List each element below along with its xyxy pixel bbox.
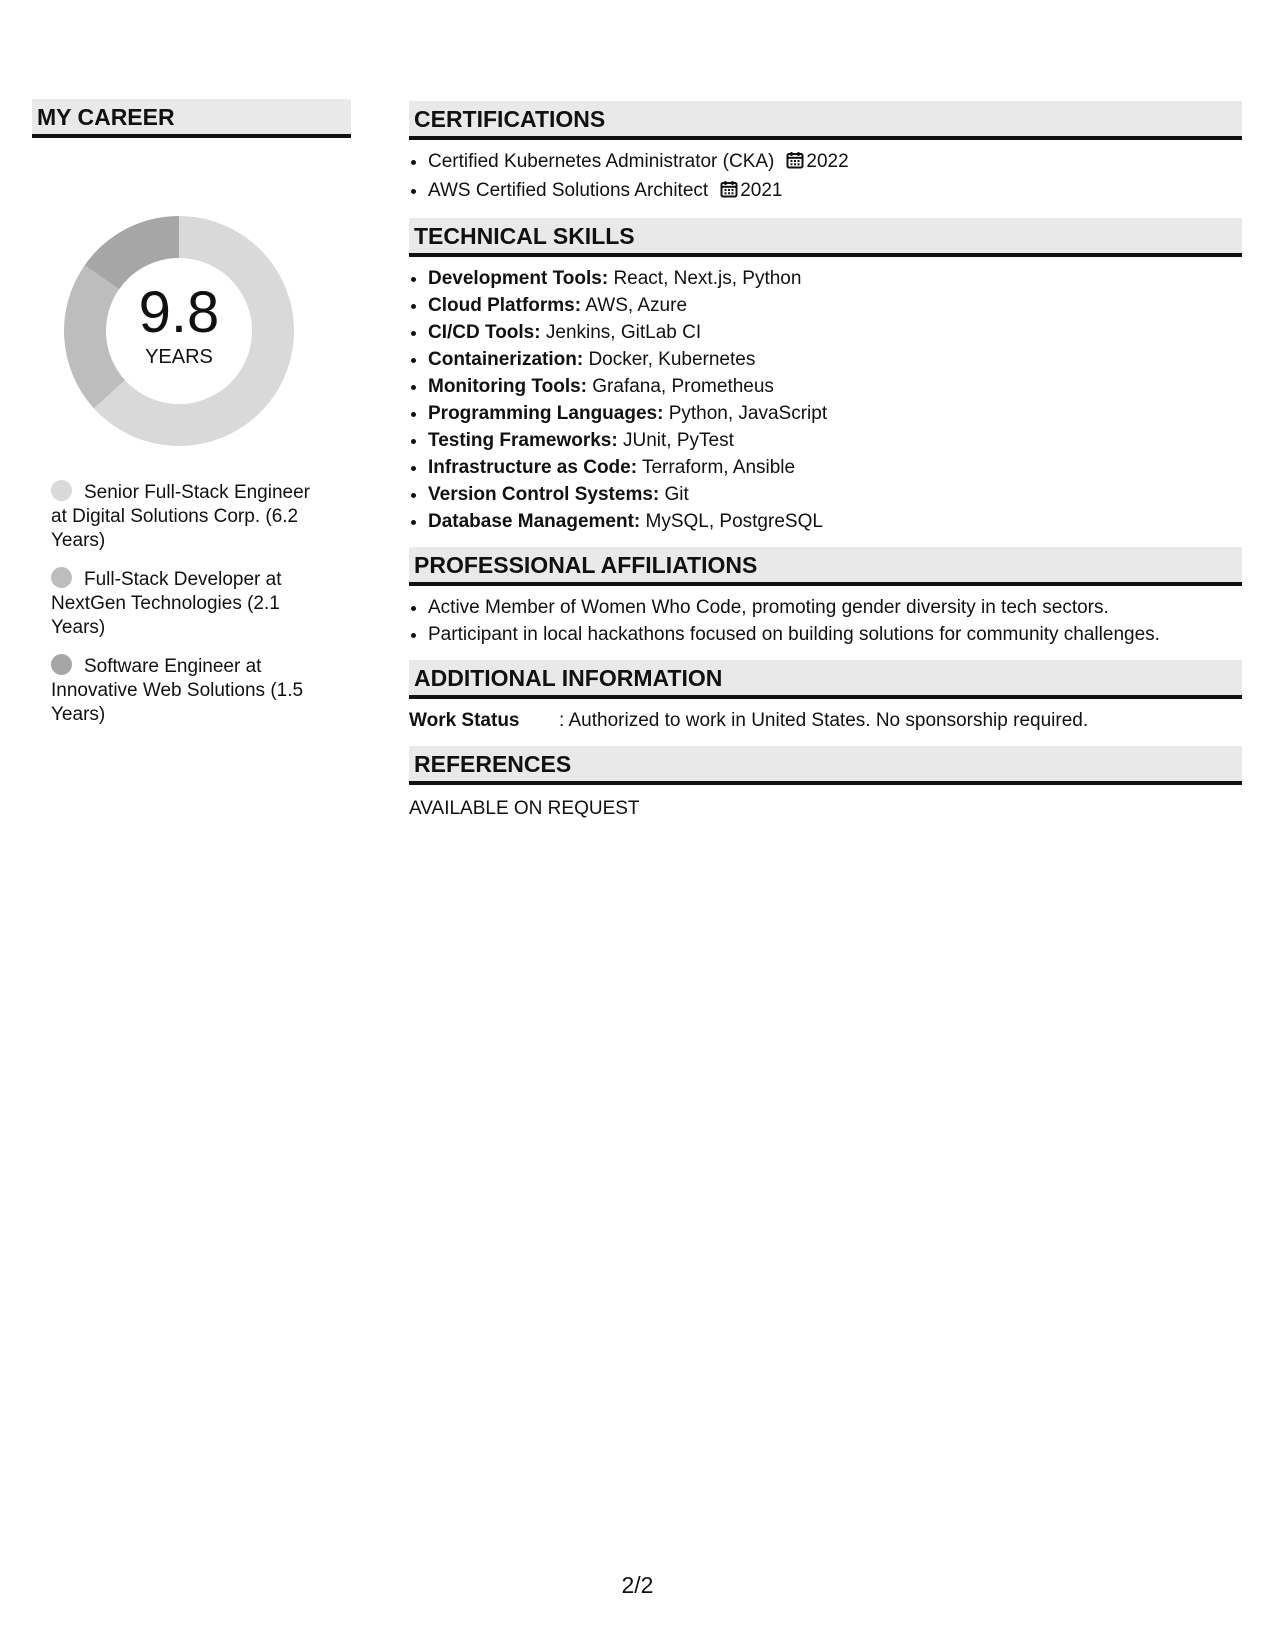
skill-value: Python, JavaScript (663, 403, 828, 424)
legend-dot-icon (51, 567, 72, 588)
calendar-icon (720, 179, 738, 206)
affiliation-item: • Participant in local hackathons focused on building solutions for community challenges. (428, 621, 1242, 648)
work-status-value: : Authorized to work in United States. No sponsorship required. (559, 710, 1089, 731)
skill-label: Development Tools: (428, 268, 609, 289)
total-years-value: 9.8 (138, 280, 220, 345)
skill-value: Grafana, Prometheus (587, 376, 774, 397)
skills-heading: TECHNICAL SKILLS (409, 218, 1242, 257)
skill-item (428, 481, 1242, 508)
career-role-text: Full-Stack Developer at NextGen Technologies (2.1 Years) (51, 569, 282, 638)
career-role-list (32, 480, 351, 727)
skill-value: Terraform, Ansible (637, 457, 796, 478)
skill-value: JUnit, PyTest (617, 430, 734, 451)
skill-label: Monitoring Tools: (428, 376, 587, 397)
career-role-item (51, 480, 331, 553)
certifications-heading: CERTIFICATIONS (409, 101, 1242, 140)
skill-value: MySQL, PostgreSQL (640, 511, 823, 532)
page-number: 2/2 (621, 1572, 654, 1598)
skill-label: Testing Frameworks: (428, 430, 618, 451)
skill-item (428, 265, 1242, 292)
affiliations-heading: PROFESSIONAL AFFILIATIONS (409, 547, 1242, 586)
skill-item (428, 292, 1242, 319)
skill-value: React, Next.js, Python (608, 268, 802, 289)
skill-label: Infrastructure as Code: (428, 457, 638, 478)
certifications-list (409, 148, 1242, 206)
legend-dot-icon (51, 480, 72, 501)
skills-list (409, 265, 1242, 535)
references-text: AVAILABLE ON REQUEST (409, 798, 640, 819)
certification-year: 2022 (806, 151, 849, 172)
affiliations-list (409, 594, 1242, 648)
skill-value: Docker, Kubernetes (583, 349, 756, 370)
skill-value: Git (659, 484, 689, 505)
skill-label: Version Control Systems: (428, 484, 660, 505)
career-column (32, 99, 351, 741)
skill-item (428, 346, 1242, 373)
calendar-icon (786, 150, 804, 177)
career-role-item (51, 654, 331, 727)
skill-value: Jenkins, GitLab CI (540, 322, 702, 343)
work-status-label: Work Status (409, 710, 520, 731)
total-years-unit: YEARS (145, 346, 213, 368)
skill-item (428, 319, 1242, 346)
work-status-row (409, 707, 1242, 734)
references-heading: REFERENCES (409, 746, 1242, 785)
skill-value: AWS, Azure (581, 295, 688, 316)
affiliation-item: • Active Member of Women Who Code, promoting gender diversity in tech sectors. (428, 594, 1242, 621)
legend-dot-icon (51, 654, 72, 675)
career-role-item (51, 567, 331, 640)
additional-info-heading: ADDITIONAL INFORMATION (409, 660, 1242, 699)
main-column (409, 101, 1242, 822)
career-role-text: Senior Full-Stack Engineer at Digital Solutions Corp. (6.2 Years) (51, 482, 310, 551)
career-role-text: Software Engineer at Innovative Web Solutions (1.5 Years) (51, 656, 304, 725)
career-donut-chart (64, 216, 294, 446)
certification-year: 2021 (740, 180, 783, 201)
skill-item (428, 454, 1242, 481)
certification-name: AWS Certified Solutions Architect (428, 180, 709, 201)
skill-item (428, 400, 1242, 427)
certification-item (428, 148, 1242, 177)
skill-label: Containerization: (428, 349, 584, 370)
certification-name: Certified Kubernetes Administrator (CKA) (428, 151, 775, 172)
certification-item (428, 177, 1242, 206)
skill-label: Cloud Platforms: (428, 295, 582, 316)
career-heading: MY CAREER (32, 99, 351, 138)
skill-label: CI/CD Tools: (428, 322, 541, 343)
skill-label: Database Management: (428, 511, 641, 532)
skill-label: Programming Languages: (428, 403, 664, 424)
skill-item (428, 508, 1242, 535)
skill-item (428, 373, 1242, 400)
skill-item (428, 427, 1242, 454)
